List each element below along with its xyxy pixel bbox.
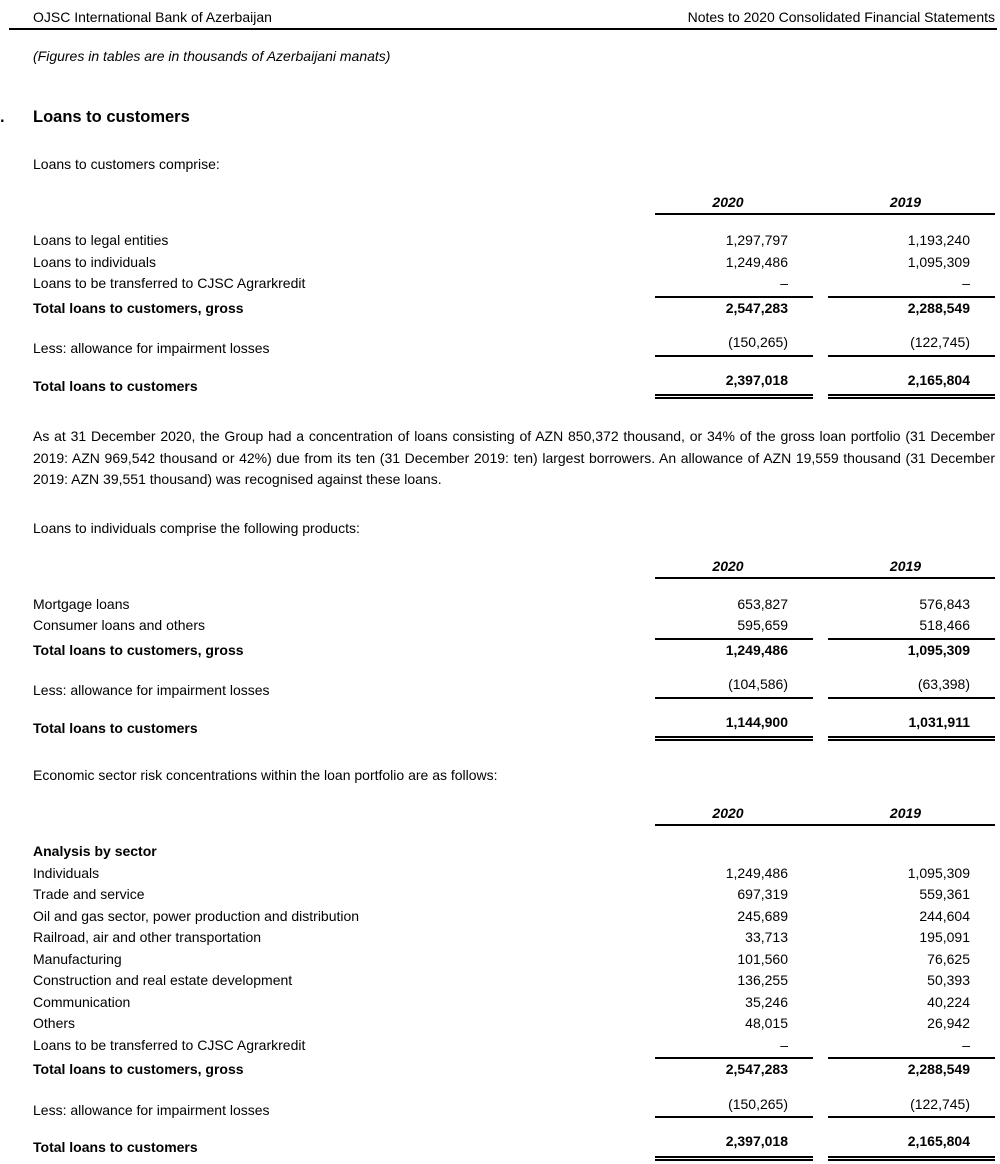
year-columns-header <box>655 805 995 826</box>
row-label: Trade and service <box>33 886 145 903</box>
value-2020: 2,547,283 <box>725 1061 788 1078</box>
row-label: Analysis by sector <box>33 843 157 860</box>
table-row <box>33 1059 995 1081</box>
row-label: Oil and gas sector, power production and distribution <box>33 907 360 924</box>
value-2019: 1,095,309 <box>907 253 970 270</box>
value-2020: 1,249,486 <box>725 253 788 270</box>
value-2019: 1,095,309 <box>907 641 970 658</box>
table-row <box>33 615 995 640</box>
value-2019: 1,095,309 <box>907 864 970 881</box>
value-2019: – <box>828 1035 995 1060</box>
value-2020: 35,246 <box>745 993 788 1010</box>
value-2019 <box>828 841 995 863</box>
table-body <box>33 579 995 739</box>
value-2019: 40,224 <box>927 993 970 1010</box>
table-header <box>33 194 995 215</box>
row-label: Consumer loans and others <box>33 617 205 634</box>
table-row <box>33 370 995 397</box>
table-row <box>33 927 995 949</box>
loans-comprise-intro: Loans to customers comprise: <box>33 156 220 172</box>
figures-note: (Figures in tables are in thousands of Azerbaijani manats) <box>33 48 391 64</box>
row-label: Loans to legal entities <box>33 232 169 248</box>
value-2020: 1,249,486 <box>725 641 788 658</box>
table-row <box>33 884 995 906</box>
year-columns-header <box>655 558 995 579</box>
row-label: Total loans to customers, gross <box>33 299 244 316</box>
value-2020: (150,265) <box>655 332 813 357</box>
bank-name: OJSC International Bank of Azerbaijan <box>33 9 272 25</box>
col-header-2019: 2019 <box>889 194 922 210</box>
section-heading <box>0 108 995 127</box>
value-2020: 136,255 <box>737 972 788 989</box>
value-2019: – <box>828 273 995 298</box>
row-label: Total loans to customers <box>33 377 198 394</box>
value-2019: 195,091 <box>919 929 970 946</box>
table-row <box>33 674 995 699</box>
individuals-products-table <box>33 558 995 739</box>
value-2019: 1,193,240 <box>907 232 970 248</box>
value-2020: 1,297,797 <box>725 232 788 248</box>
value-2019: (122,745) <box>828 332 995 357</box>
table-row <box>33 298 995 320</box>
value-2020: 2,547,283 <box>725 299 788 316</box>
value-2019: (122,745) <box>828 1094 995 1119</box>
table-header <box>33 805 995 826</box>
value-2019: (63,398) <box>828 674 995 699</box>
table-row <box>33 1013 995 1035</box>
value-2020: 2,397,018 <box>655 370 813 397</box>
row-label: Loans to be transferred to CJSC Agrarkredit <box>33 275 306 291</box>
value-2020: 697,319 <box>737 886 788 903</box>
row-label: Less: allowance for impairment losses <box>33 682 270 699</box>
col-header-2020: 2020 <box>712 557 744 574</box>
row-label: Total loans to customers, gross <box>33 641 244 658</box>
table-row <box>33 906 995 928</box>
value-2020: 245,689 <box>737 907 788 924</box>
value-2019: 559,361 <box>919 886 970 903</box>
row-label: Manufacturing <box>33 950 122 967</box>
page-header <box>33 0 995 25</box>
concentration-paragraph: As at 31 December 2020, the Group had a concentration of loans consisting of AZN 850,372 thousand, or 34% of the gross loan portfolio (31 December 2019: AZN 969,542 thousand or 42%) due from its ten (31 December 2019: ten) largest borrowers. An allowance of AZN 19,559 thousand (31 December 2019: AZN 39,551 thousand) was recognised against these loans. <box>33 428 995 488</box>
value-2020: 33,713 <box>745 929 788 946</box>
table-row <box>33 1035 995 1060</box>
value-2020: – <box>655 273 813 298</box>
col-header-2019: 2019 <box>889 557 922 574</box>
value-2019: 244,604 <box>919 907 970 924</box>
value-2019: 50,393 <box>927 972 970 989</box>
table-row <box>33 712 995 739</box>
table-row <box>33 970 995 992</box>
table-body <box>33 215 995 396</box>
row-label: Less: allowance for impairment losses <box>33 1101 270 1118</box>
row-label: Construction and real estate development <box>33 972 293 989</box>
value-2019: 2,165,804 <box>828 1131 995 1158</box>
table-body <box>33 826 995 1158</box>
value-2019: 2,288,549 <box>907 299 970 316</box>
individuals-products-intro: Loans to individuals comprise the following products: <box>33 519 360 536</box>
value-2020: 653,827 <box>737 595 788 612</box>
row-label: Total loans to customers, gross <box>33 1061 244 1078</box>
table-row <box>33 949 995 971</box>
row-label: Less: allowance for impairment losses <box>33 340 270 356</box>
col-header-2019: 2019 <box>889 805 922 822</box>
document-title: Notes to 2020 Consolidated Financial Statements <box>687 9 995 25</box>
row-label: Railroad, air and other transportation <box>33 929 262 946</box>
row-label: Individuals <box>33 864 100 881</box>
value-2020 <box>655 841 813 863</box>
value-2020: (150,265) <box>655 1094 813 1119</box>
value-2020: – <box>655 1035 813 1060</box>
value-2019: 576,843 <box>919 595 970 612</box>
row-label: Mortgage loans <box>33 595 130 612</box>
table-row <box>33 252 995 274</box>
table-header <box>33 558 995 579</box>
table-row <box>33 332 995 357</box>
table-row <box>33 594 995 616</box>
row-label: Total loans to customers <box>33 719 198 736</box>
value-2020: 1,144,900 <box>655 712 813 739</box>
loans-comprise-table <box>33 194 995 396</box>
value-2020: 2,397,018 <box>655 1131 813 1158</box>
table-row <box>33 1094 995 1119</box>
table-row <box>33 640 995 662</box>
value-2019: 1,031,911 <box>828 712 995 739</box>
value-2019: 518,466 <box>828 615 995 640</box>
section-number: . <box>0 108 5 126</box>
row-label: Loans to individuals <box>33 253 156 270</box>
value-2019: 2,288,549 <box>907 1061 970 1078</box>
header-rule <box>9 28 997 30</box>
value-2020: 1,249,486 <box>725 864 788 881</box>
value-2020: (104,586) <box>655 674 813 699</box>
table-row <box>33 841 995 863</box>
row-label: Loans to be transferred to CJSC Agrarkredit <box>33 1036 306 1053</box>
row-label: Total loans to customers <box>33 1139 198 1156</box>
value-2020: 595,659 <box>655 615 813 640</box>
sector-analysis-table <box>33 805 995 1158</box>
value-2019: 2,165,804 <box>828 370 995 397</box>
table-row <box>33 230 995 252</box>
value-2019: 76,625 <box>927 950 970 967</box>
col-header-2020: 2020 <box>712 194 744 210</box>
table-row <box>33 863 995 885</box>
col-header-2020: 2020 <box>712 805 744 822</box>
value-2019: 26,942 <box>927 1015 970 1032</box>
row-label: Communication <box>33 993 131 1010</box>
value-2020: 101,560 <box>737 950 788 967</box>
table-row <box>33 992 995 1014</box>
section-title: Loans to customers <box>33 108 190 126</box>
table-row <box>33 273 995 298</box>
row-label: Others <box>33 1015 76 1032</box>
year-columns-header <box>655 194 995 215</box>
value-2020: 48,015 <box>745 1015 788 1032</box>
sector-risk-intro: Economic sector risk concentrations within the loan portfolio are as follows: <box>33 767 498 784</box>
